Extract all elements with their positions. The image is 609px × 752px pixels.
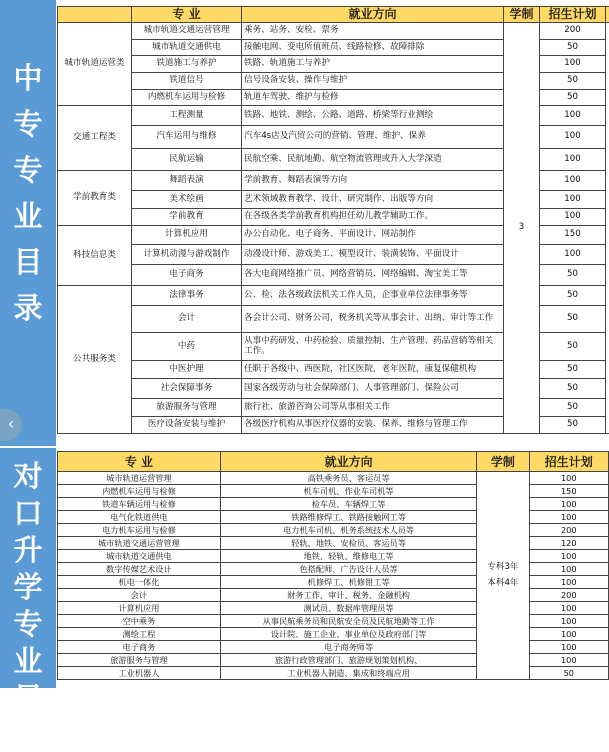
direction-cell: 艺术领域教育教学、设计、研究制作、出版等方向 <box>242 191 504 209</box>
side-title-char: 业 <box>0 647 56 676</box>
plan-cell: 100 <box>529 472 608 485</box>
direction-cell: 从事中药研发、中药检验、质量控制、生产管理、药品营销等相关工作。 <box>242 333 504 361</box>
prev-arrow-icon[interactable]: ‹ <box>0 409 22 441</box>
direction-cell: 铁路、轨道施工与养护 <box>242 56 504 73</box>
major-cell: 计算机应用 <box>58 602 221 615</box>
direction-cell: 机车司机、作业车司机等 <box>220 485 476 498</box>
major-cell: 空中乘务 <box>58 615 221 628</box>
direction-cell: 机修焊工、机修钳工等 <box>220 576 476 589</box>
direction-cell: 各会计公司、财务公司，税务机关等从事会计、出纳、审计等工作 <box>242 306 504 333</box>
plan-cell: 100 <box>529 654 608 667</box>
side-title-char: 升 <box>0 536 56 565</box>
plan-cell: 50 <box>540 361 606 379</box>
direction-cell: 公、检、法各级政法机关工作人员，企事业单位法律事务等 <box>242 286 504 306</box>
side-title-char: 专 <box>0 110 56 139</box>
major-cell: 舞蹈表演 <box>132 171 242 191</box>
plan-cell: 50 <box>540 379 606 399</box>
category-cell: 科技信息类 <box>58 226 132 286</box>
direction-cell: 财务工作、审计、税务、金融机构 <box>220 589 476 602</box>
plan-cell: 50 <box>529 667 608 680</box>
major-cell: 中医护理 <box>132 361 242 379</box>
plan-cell: 50 <box>540 399 606 417</box>
direction-cell: 信号设备安装、操作与维护 <box>242 73 504 90</box>
header-major: 专 业 <box>132 7 242 23</box>
header-plan: 招生计划 <box>540 7 606 23</box>
direction-cell: 电力机车司机、机务系统技术人员等 <box>220 524 476 537</box>
category-cell: 城市轨道运营类 <box>58 23 132 106</box>
direction-cell: 学前教育、舞蹈表演等方向 <box>242 171 504 191</box>
plan-cell: 50 <box>540 286 606 306</box>
table-row <box>58 23 609 40</box>
major-cell: 铁道车辆运用与检修 <box>58 498 221 511</box>
edge-cell <box>606 23 609 434</box>
major-cell: 城市轨道交通供电 <box>132 40 242 56</box>
direction-cell: 工业机器人制造、集成和终端应用 <box>220 667 476 680</box>
header-plan-2: 招生计划 <box>529 452 608 472</box>
major-cell: 电气化铁道供电 <box>58 511 221 524</box>
major-cell: 数字传媒艺术设计 <box>58 563 221 576</box>
plan-cell: 200 <box>540 23 606 40</box>
section2-side-title <box>0 448 56 688</box>
major-cell: 汽车运用与维修 <box>132 126 242 149</box>
direction-cell: 色搭配师、广告设计人员等 <box>220 563 476 576</box>
major-cell: 测绘工程 <box>58 628 221 641</box>
major-cell: 计算机动漫与游戏制作 <box>132 245 242 265</box>
plan-cell: 100 <box>529 615 608 628</box>
plan-cell: 50 <box>540 417 606 434</box>
header-category-blank <box>58 7 132 23</box>
plan-cell: 100 <box>529 602 608 615</box>
direction-cell: 办公自动化、电子商务、平面设计、网站制作 <box>242 226 504 245</box>
major-cell: 民航运输 <box>132 149 242 171</box>
plan-cell: 100 <box>529 498 608 511</box>
major-cell: 中药 <box>132 333 242 361</box>
plan-cell: 200 <box>529 524 608 537</box>
major-cell: 内燃机车运用与检修 <box>132 90 242 106</box>
major-cell: 城市轨道交通供电 <box>58 550 221 563</box>
plan-cell: 50 <box>540 333 606 361</box>
side-title-char: 录 <box>0 294 56 323</box>
major-cell: 铁道施工与养护 <box>132 56 242 73</box>
direction-cell: 汽车4s店及汽贸公司的营销、管理、维护、保养 <box>242 126 504 149</box>
category-cell: 公共服务类 <box>58 286 132 434</box>
plan-cell: 100 <box>529 641 608 654</box>
major-cell: 工业机器人 <box>58 667 221 680</box>
side-title-char: 学 <box>0 573 56 602</box>
plan-cell: 100 <box>529 563 608 576</box>
plan-cell: 50 <box>540 40 606 56</box>
plan-cell: 100 <box>540 245 606 265</box>
direction-cell: 设计院、施工企业、事业单位及政府部门等 <box>220 628 476 641</box>
direction-cell: 各级医疗机构从事医疗仪器的安装、保养、维修与管理工作 <box>242 417 504 434</box>
plan-cell: 50 <box>540 306 606 333</box>
category-cell: 交通工程类 <box>58 106 132 171</box>
major-cell: 电子商务 <box>132 265 242 286</box>
major-cell: 城市轨道交通运营管理 <box>132 23 242 40</box>
side-title-char: 目 <box>0 684 56 713</box>
major-cell: 法律事务 <box>132 286 242 306</box>
major-cell: 机电一体化 <box>58 576 221 589</box>
plan-cell: 150 <box>529 485 608 498</box>
plan-cell: 200 <box>529 589 608 602</box>
direction-cell: 接触电网、变电所值班员、线路检修、故障排除 <box>242 40 504 56</box>
duration-cell <box>477 472 529 680</box>
plan-cell: 50 <box>540 265 606 286</box>
direction-cell: 旅行社、旅游咨询公司等从事相关工作 <box>242 399 504 417</box>
articulation-majors-table <box>57 451 609 680</box>
plan-cell: 100 <box>540 106 606 126</box>
duration-line-1: 专科3年 <box>479 560 526 575</box>
direction-cell: 从事民航乘务员和民航安全员及民航地勤等工作 <box>220 615 476 628</box>
category-cell: 学前教育类 <box>58 171 132 226</box>
duration-cell: 3 <box>504 23 540 434</box>
direction-cell: 铁路、地铁、测绘、公路、道路、桥梁等行业测绘 <box>242 106 504 126</box>
section1-side-title <box>0 0 56 446</box>
major-cell: 城市轨道运营管理 <box>58 472 221 485</box>
plan-cell: 100 <box>540 126 606 149</box>
direction-cell: 铁路维修焊工、铁路接触网工等 <box>220 511 476 524</box>
header-duration: 学制 <box>504 7 540 23</box>
major-cell: 旅游服务与管理 <box>58 654 221 667</box>
major-cell: 会计 <box>132 306 242 333</box>
header-direction: 就业方向 <box>242 7 504 23</box>
direction-cell: 高铁乘务员、客运员等 <box>220 472 476 485</box>
side-title-char: 专 <box>0 610 56 639</box>
direction-cell: 乘务、站务、安检、票务 <box>242 23 504 40</box>
vocational-majors-table <box>57 6 609 434</box>
header-edge <box>606 7 609 23</box>
direction-cell: 动漫设计师、游戏美工、模型设计、装潢装饰、平面设计 <box>242 245 504 265</box>
plan-cell: 100 <box>540 171 606 191</box>
major-cell: 美术绘画 <box>132 191 242 209</box>
direction-cell: 在各级各类学前教育机构担任幼儿教学辅助工作。 <box>242 209 504 226</box>
direction-cell: 旅游行政管理部门、旅游规划策划机构、 <box>220 654 476 667</box>
major-cell: 会计 <box>58 589 221 602</box>
direction-cell: 检车员、车辆焊工等 <box>220 498 476 511</box>
duration-line-2: 本科4年 <box>479 576 526 591</box>
major-cell: 学前教育 <box>132 209 242 226</box>
direction-cell: 电子商务师等 <box>220 641 476 654</box>
major-cell: 电力机车运用与检修 <box>58 524 221 537</box>
plan-cell: 50 <box>540 90 606 106</box>
plan-cell: 50 <box>540 73 606 90</box>
plan-cell: 100 <box>529 550 608 563</box>
direction-cell: 民航空乘、民航地勤、航空物流管理或升入大学深造 <box>242 149 504 171</box>
direction-cell: 各大电商网络推广员、网络营销员、网络编辑、淘宝美工等 <box>242 265 504 286</box>
major-cell: 医疗设备安装与维护 <box>132 417 242 434</box>
side-title-char: 目 <box>0 248 56 277</box>
direction-cell: 任职于各级中、西医院，社区医院，老年医院，康复保健机构 <box>242 361 504 379</box>
header-direction-2: 就业方向 <box>220 452 476 472</box>
plan-cell: 100 <box>540 56 606 73</box>
side-title-char: 业 <box>0 202 56 231</box>
plan-cell: 100 <box>540 149 606 171</box>
table-row <box>58 472 609 485</box>
major-cell: 城市轨道交通运营管理 <box>58 537 221 550</box>
plan-cell: 100 <box>540 209 606 226</box>
direction-cell: 测试员、数据库管理员等 <box>220 602 476 615</box>
plan-cell: 100 <box>529 511 608 524</box>
plan-cell: 120 <box>529 537 608 550</box>
header-major-2: 专 业 <box>58 452 221 472</box>
major-cell: 旅游服务与管理 <box>132 399 242 417</box>
plan-cell: 100 <box>529 576 608 589</box>
direction-cell: 轨道车驾驶、维护与检修 <box>242 90 504 106</box>
plan-cell: 150 <box>540 226 606 245</box>
major-cell: 社会保障事务 <box>132 379 242 399</box>
header-duration-2: 学制 <box>477 452 529 472</box>
major-cell: 工程测量 <box>132 106 242 126</box>
plan-cell: 100 <box>529 628 608 641</box>
direction-cell: 国家各级劳动与社会保障部门、人事管理部门、保险公司 <box>242 379 504 399</box>
plan-cell: 100 <box>540 191 606 209</box>
major-cell: 内燃机车运用与检修 <box>58 485 221 498</box>
direction-cell: 轻轨、地铁、安检员、客运员等 <box>220 537 476 550</box>
side-title-char: 中 <box>0 64 56 93</box>
side-title-char: 专 <box>0 156 56 185</box>
side-title-char: 口 <box>0 499 56 528</box>
side-title-char: 对 <box>0 462 56 491</box>
major-cell: 电子商务 <box>58 641 221 654</box>
major-cell: 铁道信号 <box>132 73 242 90</box>
direction-cell: 地铁、轻轨、维修电工等 <box>220 550 476 563</box>
major-cell: 计算机应用 <box>132 226 242 245</box>
side-title-char: 录 <box>0 721 56 750</box>
